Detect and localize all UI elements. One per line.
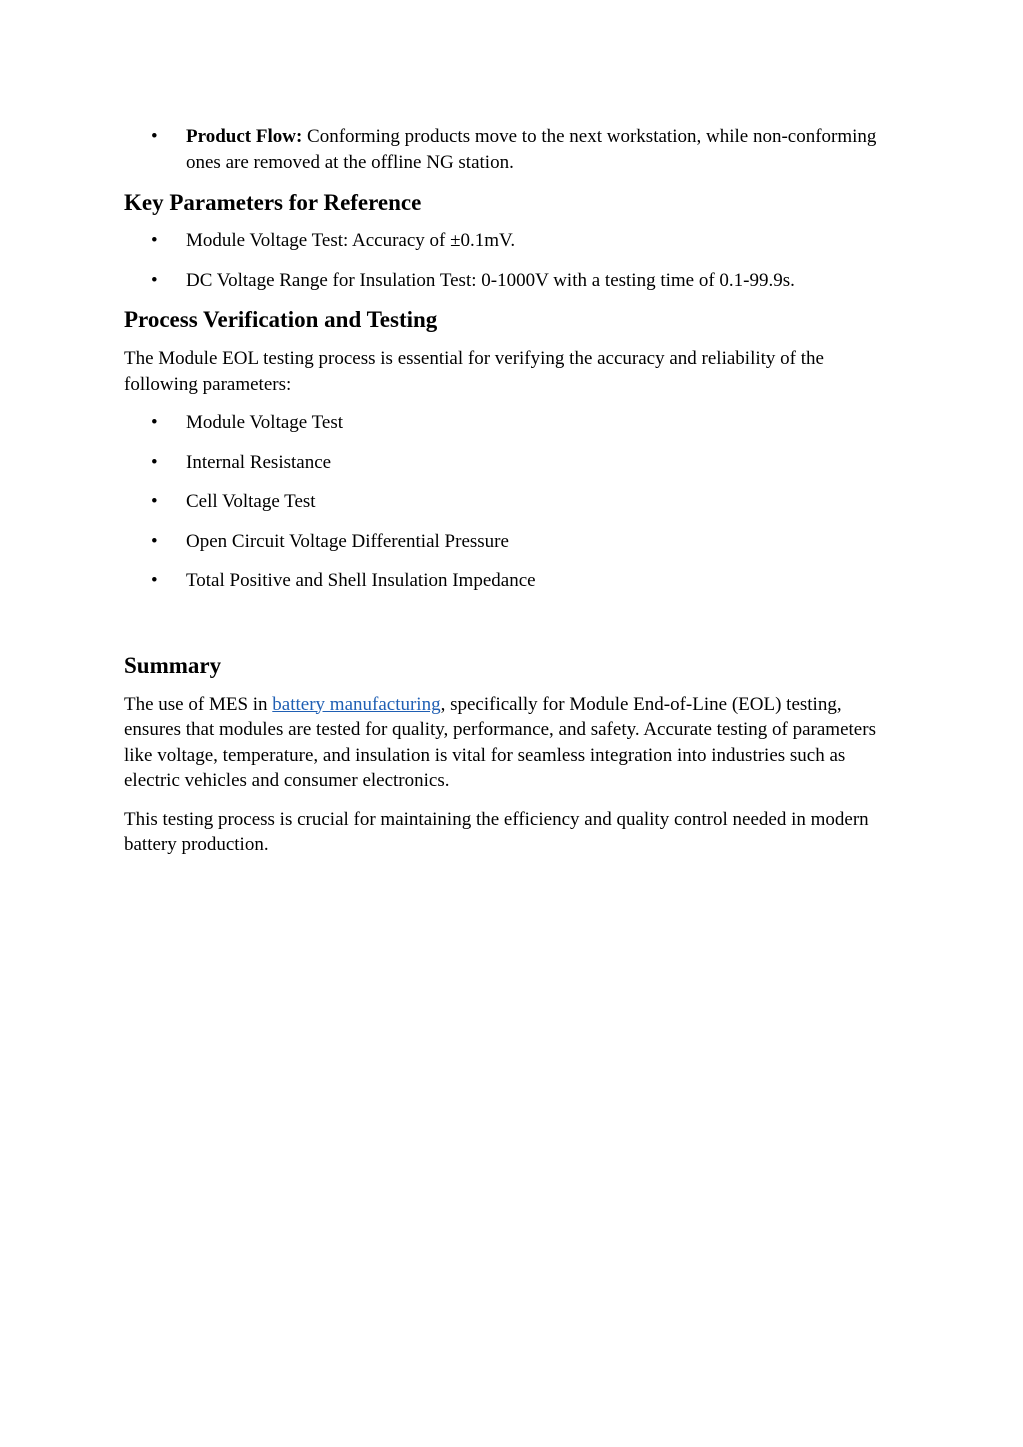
list-item <box>124 489 894 515</box>
bullet-icon: • <box>151 230 158 251</box>
list-item-text: DC Voltage Range for Insulation Test: 0-1000V with a testing time of 0.1-99.9s. <box>186 269 795 291</box>
bullet-icon: • <box>151 570 158 591</box>
list-item-text: Conforming products move to the next workstation, while non-conforming ones are removed at the offline NG station. <box>186 126 877 173</box>
process-parameters-list <box>124 410 894 594</box>
list-item-text: Cell Voltage Test <box>186 491 316 512</box>
list-item <box>124 568 894 594</box>
key-parameters-heading: Key Parameters for Reference <box>124 190 422 215</box>
list-item-text: Module Voltage Test <box>186 412 344 433</box>
summary-heading: Summary <box>124 652 222 678</box>
product-flow-list <box>124 124 894 175</box>
list-item-bold-label: Product Flow: <box>186 126 303 147</box>
list-item <box>124 268 894 294</box>
list-item <box>124 124 894 175</box>
summary-text-before-link: The use of MES in <box>124 693 273 715</box>
bullet-icon: • <box>151 451 158 473</box>
bullet-icon: • <box>151 412 158 433</box>
list-item-text: Total Positive and Shell Insulation Impedance <box>186 570 536 591</box>
key-parameters-list <box>124 228 894 293</box>
list-item-text: Open Circuit Voltage Differential Pressure <box>186 530 509 552</box>
process-intro-paragraph: The Module EOL testing process is essential for verifying the accuracy and reliability of the following parameters: <box>124 348 824 395</box>
bullet-icon: • <box>151 269 158 291</box>
bullet-icon: • <box>151 126 158 147</box>
process-verification-heading: Process Verification and Testing <box>124 307 438 332</box>
list-item <box>124 228 894 254</box>
list-item-text: Module Voltage Test: Accuracy of ±0.1mV. <box>186 230 516 251</box>
list-item <box>124 529 894 555</box>
battery-manufacturing-link[interactable]: battery manufacturing <box>272 693 441 715</box>
document-page <box>124 124 894 858</box>
list-item <box>124 450 894 476</box>
summary-paragraph <box>124 692 894 794</box>
bullet-icon: • <box>151 530 158 552</box>
summary-text-after-link: , specifically for Module End-of-Line (EOL) testing, ensures that modules are tested for quality, performance, and safety. Accurate testing of parameters like voltage, temperature, and insulation is vital for seamless integration into industries such as electric vehicles and consumer electronics. <box>124 693 876 791</box>
bullet-icon: • <box>151 491 158 512</box>
list-item <box>124 410 894 436</box>
list-item-text: Internal Resistance <box>186 451 332 473</box>
summary-closing-paragraph: This testing process is crucial for maintaining the efficiency and quality control needed in modern battery production. <box>124 808 869 855</box>
